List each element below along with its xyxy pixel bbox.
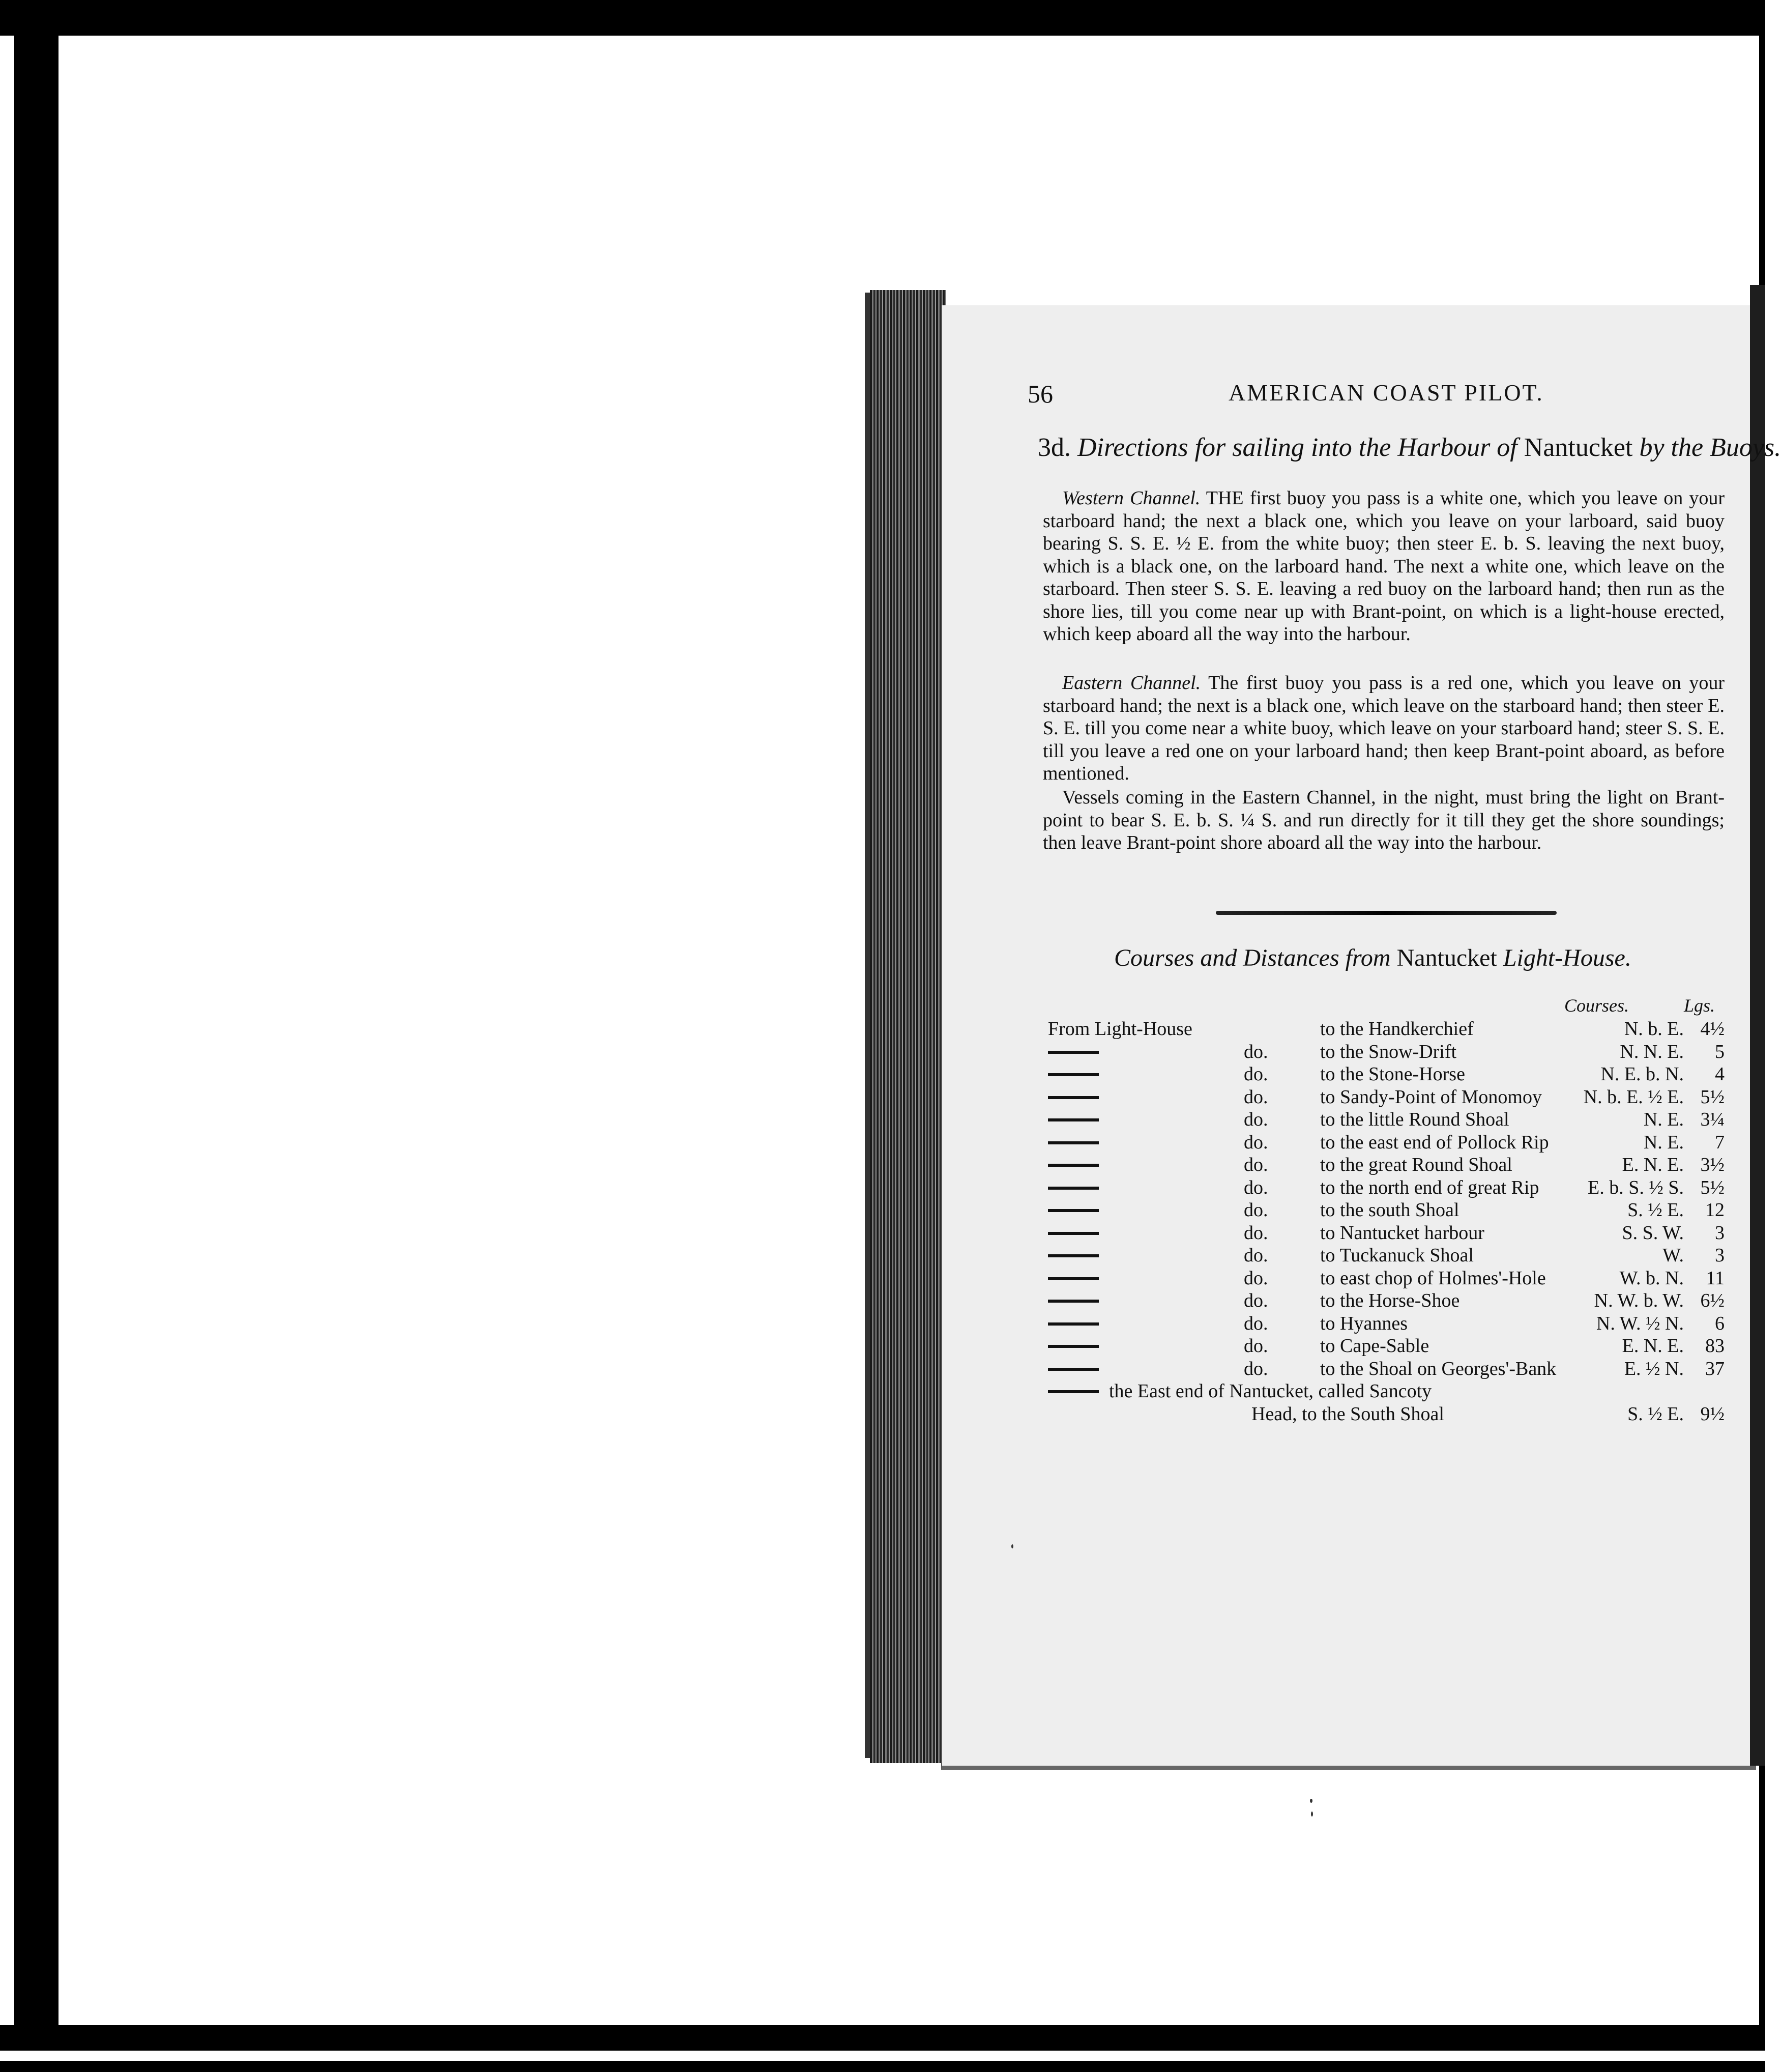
section-title-place: Nantucket (1524, 433, 1633, 462)
row-from: From Light-House (1048, 1018, 1192, 1040)
table-row (1048, 1131, 1730, 1154)
table-row (1048, 1063, 1730, 1086)
table-row (1048, 1018, 1730, 1041)
section-title-part-1: Directions for sailing into the Harbour of (1077, 433, 1517, 462)
row-place: to east chop of Holmes'-Hole (1320, 1267, 1546, 1289)
row-ditto: do. (1244, 1041, 1268, 1062)
ditto-dash (1048, 1209, 1099, 1212)
paragraph-lead: Western Channel. (1062, 487, 1201, 509)
row-course: S. S. W. (1622, 1222, 1684, 1244)
table-row-sancoty-2 (1048, 1403, 1730, 1426)
row-course: N. W. ½ N. (1596, 1312, 1684, 1334)
row-leagues: 12 (1705, 1199, 1725, 1221)
table-row (1048, 1154, 1730, 1176)
ditto-dash (1048, 1277, 1099, 1280)
row-course: N. N. E. (1620, 1041, 1684, 1062)
column-header-courses: Courses. (1564, 995, 1629, 1016)
row-ditto: do. (1244, 1267, 1268, 1289)
ditto-dash (1048, 1368, 1099, 1371)
paragraph-western-channel (1043, 487, 1725, 646)
paragraph-eastern-channel (1043, 672, 1725, 785)
row-leagues: 3½ (1700, 1154, 1725, 1175)
table-row-sancoty-1 (1048, 1380, 1730, 1403)
row-course: S. ½ E. (1627, 1199, 1684, 1221)
table-title-part-2: Light-House. (1503, 944, 1631, 971)
ditto-dash (1048, 1051, 1099, 1054)
table-row (1048, 1312, 1730, 1335)
ditto-dash (1048, 1345, 1099, 1348)
ditto-dash (1048, 1096, 1099, 1099)
row-leagues: 3¼ (1700, 1109, 1725, 1130)
row-course: N. E. b. N. (1600, 1063, 1684, 1085)
row-ditto: do. (1244, 1222, 1268, 1244)
column-header-leagues: Lgs. (1684, 995, 1715, 1016)
paragraph-lead: Eastern Channel. (1062, 672, 1201, 694)
row-ditto: do. (1244, 1290, 1268, 1311)
running-title: AMERICAN COAST PILOT. (1229, 380, 1544, 406)
table-row (1048, 1358, 1730, 1380)
row-leagues: 3 (1715, 1222, 1725, 1244)
row-place: to the Snow-Drift (1320, 1041, 1457, 1062)
row-ditto: do. (1244, 1199, 1268, 1221)
row-place: to the east end of Pollock Rip (1320, 1131, 1549, 1153)
row-leagues: 83 (1705, 1335, 1725, 1357)
page-right-shadow (1750, 285, 1765, 1766)
row-leagues: 11 (1706, 1267, 1725, 1289)
ditto-dash (1048, 1141, 1099, 1144)
row-course: N. W. b. W. (1594, 1290, 1684, 1311)
ditto-dash (1048, 1300, 1099, 1303)
row-place: to Cape-Sable (1320, 1335, 1429, 1357)
ditto-dash (1048, 1390, 1099, 1393)
table-row (1048, 1086, 1730, 1109)
page-number: 56 (1028, 380, 1053, 408)
film-speck (1311, 1811, 1313, 1817)
row-leagues: 37 (1705, 1358, 1725, 1379)
row-ditto: do. (1244, 1312, 1268, 1334)
row-leagues: 7 (1715, 1131, 1725, 1153)
row-course: S. ½ E. (1627, 1403, 1684, 1425)
row-course: W. b. N. (1619, 1267, 1684, 1289)
table-row (1048, 1041, 1730, 1063)
paragraph-night-entry (1043, 786, 1725, 854)
film-border-bottom (0, 2025, 1765, 2072)
table-title-place: Nantucket (1396, 944, 1497, 971)
table-row (1048, 1222, 1730, 1245)
row-ditto: do. (1244, 1358, 1268, 1379)
row-place: to the great Round Shoal (1320, 1154, 1512, 1175)
page-header (1028, 379, 1730, 415)
row-ditto: do. (1244, 1176, 1268, 1198)
section-number: 3d. (1038, 433, 1071, 462)
row-leagues: 5½ (1700, 1176, 1725, 1198)
table-title (1114, 944, 1725, 972)
book-page-edges (870, 290, 946, 1763)
ditto-dash (1048, 1164, 1099, 1167)
row-place: to Hyannes (1320, 1312, 1408, 1334)
section-heading (1038, 433, 1781, 463)
paragraph-text: The first buoy you pass is a red one, which you leave on your starboard hand; the next is a black one, which leave on the starboard hand; then steer E. S. E. till you come near a white buoy, which leave on your starboard hand; steer S. S. E. till you leave a red one on your larboard hand; then keep Brant-point aboard, as before mentioned. (1043, 672, 1725, 784)
row-place: to the little Round Shoal (1320, 1109, 1509, 1130)
table-row (1048, 1176, 1730, 1199)
row-leagues: 5½ (1700, 1086, 1725, 1108)
row-ditto: do. (1244, 1154, 1268, 1175)
table-row (1048, 1199, 1730, 1222)
row-place: to Sandy-Point of Monomoy (1320, 1086, 1542, 1108)
ditto-dash (1048, 1073, 1099, 1076)
ditto-dash (1048, 1232, 1099, 1235)
film-border-bottom-gap (0, 2051, 1765, 2061)
row-course: N. b. E. (1624, 1018, 1684, 1040)
section-divider-rule (1216, 911, 1557, 915)
row-place: to the Stone-Horse (1320, 1063, 1465, 1085)
row-leagues: 4 (1715, 1063, 1725, 1085)
table-row (1048, 1267, 1730, 1290)
row-course: N. E. (1643, 1131, 1684, 1153)
table-row (1048, 1335, 1730, 1358)
row-leagues: 5 (1715, 1041, 1725, 1062)
row-ditto: do. (1244, 1086, 1268, 1108)
row-course: N. b. E. ½ E. (1583, 1086, 1684, 1108)
ditto-dash (1048, 1187, 1099, 1190)
row-ditto: do. (1244, 1245, 1268, 1266)
film-speck (1011, 1544, 1013, 1548)
row-place: to Tuckanuck Shoal (1320, 1245, 1474, 1266)
row-place: to the Handkerchief (1320, 1018, 1474, 1040)
section-title-part-2: by the Buoys. (1639, 433, 1781, 462)
table-title-part-1: Courses and Distances from (1114, 944, 1391, 971)
row-place: to the south Shoal (1320, 1199, 1459, 1221)
paragraph-text: Vessels coming in the Eastern Channel, in the night, must bring the light on Brant-point to bear S. E. b. S. ¼ S. and run directly for it till they get the shore soundings; then leave Brant-point shore aboard all the way into the harbour. (1043, 787, 1725, 853)
row-course: N. E. (1643, 1109, 1684, 1130)
row-place: to the Horse-Shoe (1320, 1290, 1460, 1311)
row-course: E. N. E. (1622, 1335, 1684, 1357)
ditto-dash (1048, 1118, 1099, 1121)
row-leagues: 4½ (1700, 1018, 1725, 1040)
film-border-top (0, 0, 1765, 36)
row-ditto: do. (1244, 1109, 1268, 1130)
table-row (1048, 1108, 1730, 1131)
row-course: W. (1662, 1245, 1684, 1266)
row-place: the East end of Nantucket, called Sancoty (1109, 1380, 1432, 1402)
row-course: E. b. S. ½ S. (1588, 1176, 1684, 1198)
row-course: E. N. E. (1622, 1154, 1684, 1175)
table-row (1048, 1289, 1730, 1312)
row-ditto: do. (1244, 1335, 1268, 1357)
ditto-dash (1048, 1322, 1099, 1326)
row-leagues: 6½ (1700, 1290, 1725, 1311)
row-place: to Nantucket harbour (1320, 1222, 1484, 1244)
row-place: to the north end of great Rip (1320, 1176, 1539, 1198)
paragraph-text: THE first buoy you pass is a white one, which you leave on your starboard hand; the next a black one, which you leave on your larboard, said buoy bearing S. S. E. ½ E. from the white buoy; then steer E. b. S. leaving the next buoy, which is a black one, on the larboard hand. The next a white one, which leave on the starboard. Then steer S. S. E. leaving a red buoy on the larboard hand; then run as the shore lies, till you come near up with Brant-point, on which is a light-house erected, which keep aboard all the way into the harbour. (1043, 487, 1725, 645)
row-leagues: 3 (1715, 1245, 1725, 1266)
row-leagues: 6 (1715, 1312, 1725, 1334)
row-place: Head, to the South Shoal (1251, 1403, 1444, 1425)
film-border-left-gap (0, 36, 14, 2072)
film-speck (1310, 1799, 1312, 1803)
row-leagues: 9½ (1700, 1403, 1725, 1425)
row-place: to the Shoal on Georges'-Bank (1320, 1358, 1557, 1379)
row-ditto: do. (1244, 1131, 1268, 1153)
row-course: E. ½ N. (1624, 1358, 1684, 1379)
table-row (1048, 1244, 1730, 1267)
ditto-dash (1048, 1254, 1099, 1257)
row-ditto: do. (1244, 1063, 1268, 1085)
